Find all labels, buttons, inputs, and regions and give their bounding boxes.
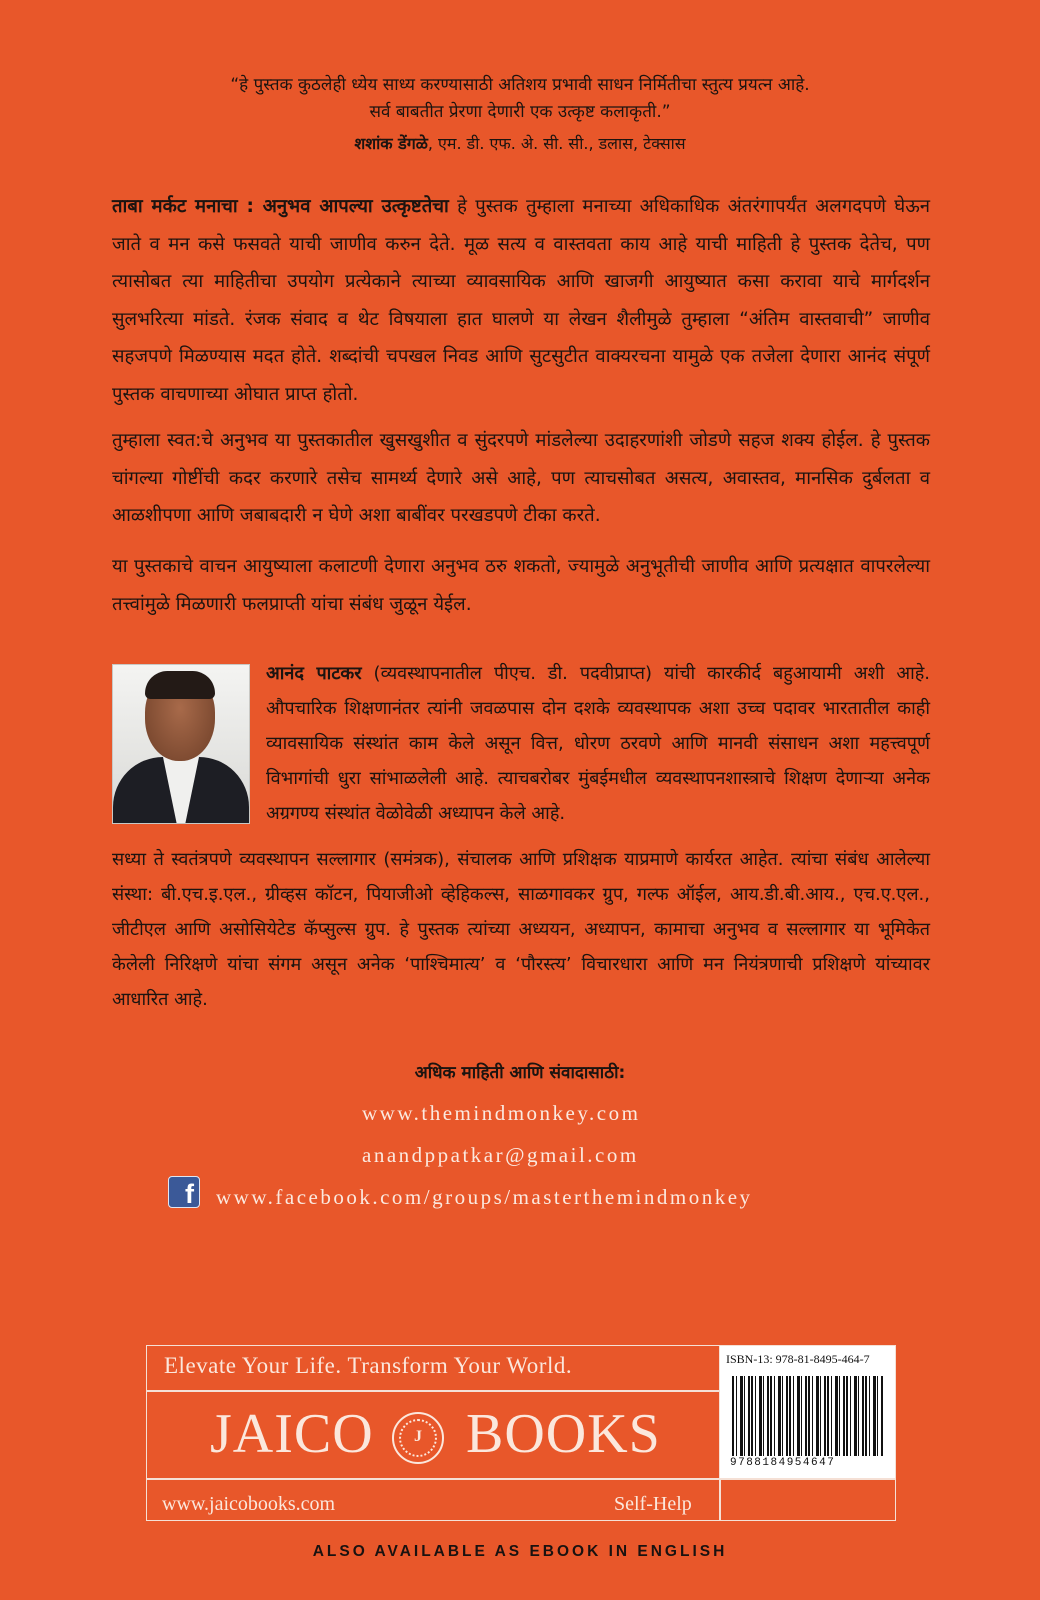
quote-attribution <box>0 130 1040 157</box>
author-name: आनंद पाटकर <box>266 663 362 684</box>
publisher-tagline: Elevate Your Life. Transform Your World. <box>164 1353 573 1378</box>
description-paragraph-3: या पुस्तकाचे वाचन आयुष्याला कलाटणी देणारा अनुभव ठरु शकतो, ज्यामुळे अनुभूतीची जाणीव आणि प्रत्यक्षात वापरलेल्या तत्त्वांमुळे मिळणारी फलप्राप्ती यांचा संबंध जुळून येईल. <box>112 556 930 615</box>
brand-jaico: JAICO <box>210 1403 374 1465</box>
author-photo-hair <box>145 671 215 699</box>
barcode-box <box>720 1346 895 1478</box>
brand-books: BOOKS <box>466 1403 661 1465</box>
description-paragraph-1 <box>112 188 930 413</box>
description-paragraph-2: तुम्हाला स्वत:चे अनुभव या पुस्तकातील खुसखुशीत व सुंदरपणे मांडलेल्या उदाहरणांशी जोडणे सहज शक्य होईल. हे पुस्तक चांगल्या गोष्टींची कदर करणारे तसेच सामर्थ्य देणारे असे आहे, पण त्याचसोबत असत्य, अवास्तव, मानसिक दुर्बलता व आळशीपणा आणि जबाबदारी न घेणे अशा बाबींवर परखडपणे टीका करते. <box>112 430 930 526</box>
logo-letter: J <box>414 1428 422 1445</box>
description-text-1: हे पुस्तक तुम्हाला मनाच्या अधिकाधिक अंतरंगापर्यंत अलगदपणे घेऊन जाते व मन कसे फसवते याची जाणीव करुन देते. मूळ सत्य व वास्तवता काय आहे याची माहिती हे पुस्तक देतेच, पण त्यासोबत त्या माहितीचा उपयोग प्रत्येकाने त्याच्या व्यावसायिक आणि खाजगी आयुष्यात कसा करावा याचे मार्गदर्शन सुलभरित्या मांडते. रंजक संवाद व थेट विषयाला हात घालणे या लेखन शैलीमुळे तुम्हाला “अंतिम वास्तवाची” जाणीव सहजपणे मिळण्यास मदत होते. शब्दांची चपखल निवड आणि सुटसुटीत वाक्यरचना यामुळे एक तजेला देणारा आनंद संपूर्ण पुस्तक वाचणाच्या ओघात प्राप्त होतो. <box>112 196 930 405</box>
quote-line-2: सर्व बाबतीत प्रेरणा देणारी एक उत्कृष्ट कलाकृती.” <box>369 102 671 122</box>
email-link[interactable]: anandppatkar@gmail.com <box>362 1143 639 1167</box>
barcode-icon <box>732 1376 884 1456</box>
publisher-website-link[interactable]: www.jaicobooks.com <box>162 1493 336 1515</box>
quote-author: शशांक डेंगळे <box>354 134 428 153</box>
website-link[interactable]: www.themindmonkey.com <box>362 1101 641 1125</box>
endorsement-quote <box>0 72 1040 157</box>
ebook-note: ALSO AVAILABLE AS EBOOK IN ENGLISH <box>312 1543 728 1560</box>
barcode-digits: 9788184954647 <box>730 1457 836 1469</box>
divider <box>146 1390 720 1392</box>
author-photo <box>112 664 250 824</box>
author-bio-paragraph-2: सध्या ते स्वतंत्रपणे व्यवस्थापन सल्लागार (समंत्रक), संचालक आणि प्रशिक्षक याप्रमाणे कार्यरत आहेत. त्यांचा संबंध आलेल्या संस्था: बी.एच.इ.एल., ग्रीव्हस कॉटन, पियाजीओ व्हेहिकल्स, साळगावकर ग्रुप, गल्फ ऑईल, आय.डी.बी.आय., एच.ए.एल., जीटीएल आणि असोसियेटेड कॅप्सुल्स ग्रुप. हे पुस्तक त्यांच्या अध्ययन, अध्यापन, कामाचा अनुभव व सल्लागार या भूमिकेत केलेली निरिक्षणे यांचा संगम असून अनेक ‘पाश्चिमात्य’ व ‘पौरस्त्य’ विचारधारा आणि मन नियंत्रणाची प्रशिक्षणे यांच्यावर आधारित आहे. <box>112 849 930 1010</box>
author-bio-paragraph-1 <box>266 656 930 831</box>
facebook-link[interactable]: www.facebook.com/groups/masterthemindmonkey <box>216 1185 753 1209</box>
author-bio-text-1: (व्यवस्थापनातील पीएच. डी. पदवीप्राप्त) यांची कारकीर्द बहुआयामी अशी आहे. औपचारिक शिक्षणानंतर त्यांनी जवळपास दोन दशके व्यवस्थापक अशा उच्च पदावर भारतातील काही व्यावसायिक संस्थांत काम केले असून वित्त, धोरण ठरवणे आणि मानवी संसाधन अशा महत्त्वपूर्ण विभागांची धुरा सांभाळलेली आहे. त्याचबरोबर मुंबईमधील व्यवस्थापनशास्त्राचे शिक्षण देणाऱ्या अनेक अग्रगण्य संस्थांत वेळोवेळी अध्यापन केले आहे. <box>266 663 930 824</box>
quote-line-1: “हे पुस्तक कुठलेही ध्येय साध्य करण्यासाठी अतिशय प्रभावी साधन निर्मितीचा स्तुत्य प्रयत्न आहे. <box>230 75 810 95</box>
book-title: ताबा मर्कट मनाचा : अनुभव आपल्या उत्कृष्टतेचा <box>112 196 449 217</box>
isbn-label: ISBN-13: 978-81-8495-464-7 <box>726 1352 870 1366</box>
divider <box>146 1478 896 1480</box>
quote-author-details: , एम. डी. एफ. अे. सी. सी., डलास, टेक्सास <box>427 134 686 153</box>
genre-label: Self-Help <box>614 1493 692 1515</box>
contact-heading: अधिक माहिती आणि संवादासाठी: <box>414 1063 626 1083</box>
facebook-icon: f <box>168 1176 200 1208</box>
jaico-logo-icon <box>392 1412 444 1464</box>
